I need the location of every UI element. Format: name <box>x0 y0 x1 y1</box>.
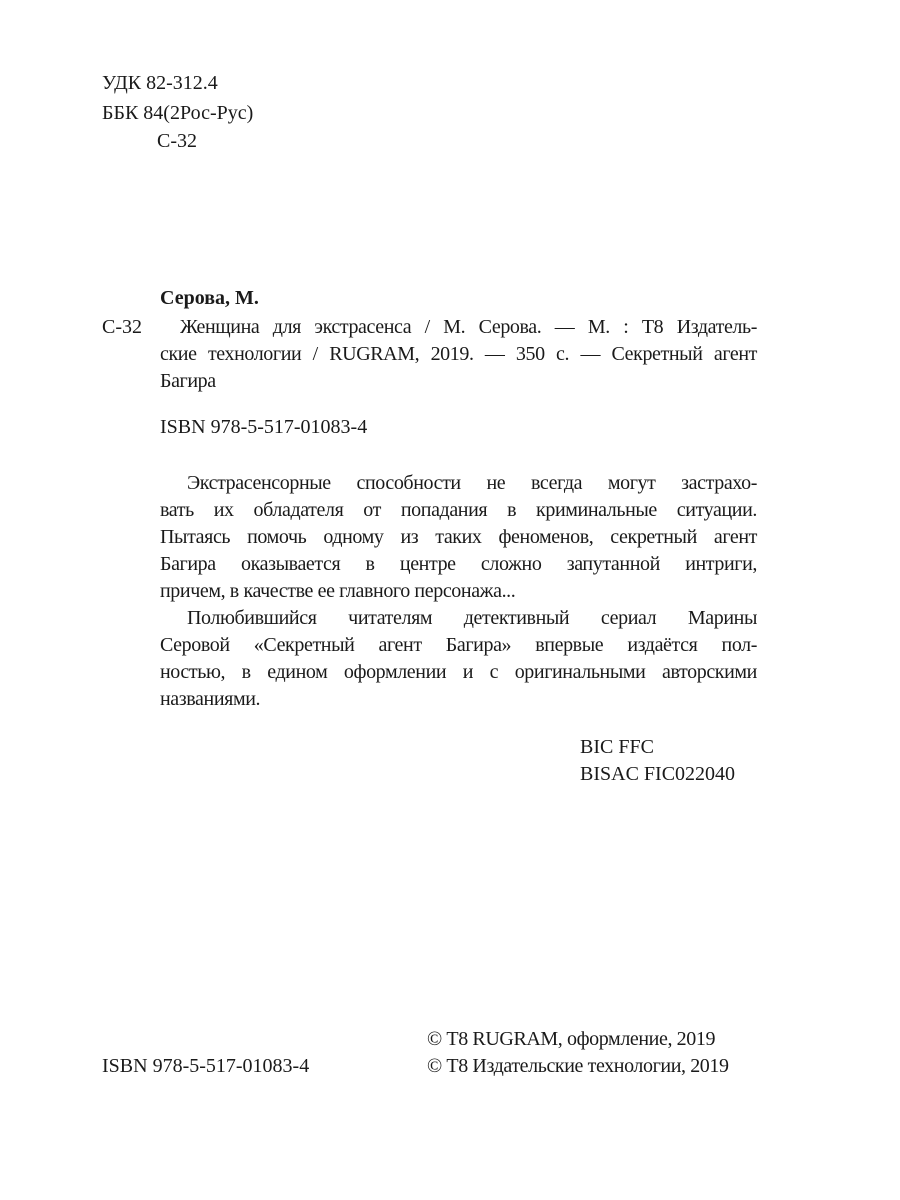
description-line: Багира <box>160 370 216 392</box>
annotation-line: Экстрасенсорные способности не всегда могут застрахо- <box>187 472 757 494</box>
annotation-line: Пытаясь помочь одному из таких феноменов, секретный агент <box>160 526 757 548</box>
bib-author-mark: С-32 <box>102 316 142 338</box>
annotation-line: вать их обладателя от попадания в криминальные ситуации. <box>160 499 757 521</box>
description-line: ские технологии / RUGRAM, 2019. — 350 с. — Секретный агент <box>160 343 757 365</box>
annotation-line: Серовой «Секретный агент Багира» впервые издаётся пол- <box>160 634 757 656</box>
author-mark: С-32 <box>157 130 197 152</box>
copyright-line: © Т8 RUGRAM, оформление, 2019 <box>427 1028 716 1050</box>
copyright-block <box>427 1026 729 1080</box>
annotation-line: Полюбившийся читателям детективный сериал Марины <box>187 607 757 629</box>
annotation <box>160 470 757 713</box>
classification-block <box>102 68 253 154</box>
annotation-line: Багира оказывается в центре сложно запутанной интриги, <box>160 553 757 575</box>
bibliographic-description <box>160 314 757 395</box>
copyright-line: © Т8 Издательские технологии, 2019 <box>427 1055 729 1077</box>
annotation-line: ностью, в едином оформлении и с оригинальными авторскими <box>160 661 757 683</box>
bic-code: BIC FFC <box>580 736 654 758</box>
subject-codes <box>580 734 735 788</box>
annotation-line: названиями. <box>160 688 261 710</box>
footer-isbn: ISBN 978-5-517-01083-4 <box>102 1055 310 1077</box>
bbk-code: ББК 84(2Рос-Рус) <box>102 102 254 124</box>
udk-code: УДК 82-312.4 <box>102 72 218 94</box>
isbn: ISBN 978-5-517-01083-4 <box>160 416 368 438</box>
description-line: Женщина для экстрасенса / М. Серова. — М. : Т8 Издатель- <box>180 316 757 338</box>
author-name: Серова, М. <box>160 287 259 309</box>
author-heading <box>160 283 259 313</box>
annotation-line: причем, в качестве ее главного персонажа... <box>160 580 516 602</box>
bisac-code: BISAC FIC022040 <box>580 763 736 785</box>
